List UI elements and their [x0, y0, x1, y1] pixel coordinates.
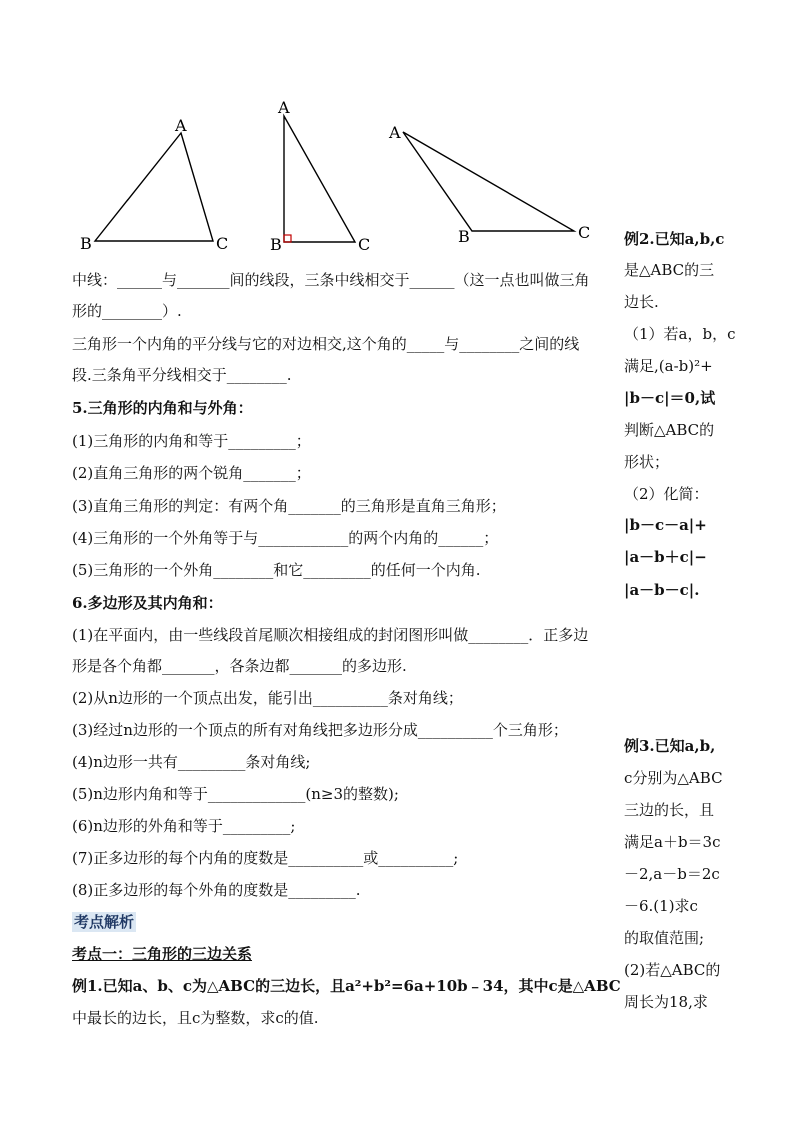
item-6-1a: (1)在平面内，由一些线段首尾顺次相接组成的封闭图形叫做________．正多边: [72, 626, 589, 644]
bisector-def-line-2: 段.三条角平分线相交于________.: [72, 366, 292, 384]
triangle-right: [270, 98, 370, 254]
ex2-line-2: 是△ABC的三: [624, 261, 715, 279]
item-6-4: (4)n边形一共有_________条对角线;: [72, 753, 311, 771]
section-6-heading: 6.多边形及其内角和：: [72, 594, 223, 612]
example-1-line-2: 中最长的边长，且c为整数，求c的值.: [72, 1009, 319, 1027]
ex3-line-6: －6.(1)求c: [624, 897, 698, 915]
item-6-6: (6)n边形的外角和等于_________;: [72, 817, 296, 835]
triangle-acute: [80, 116, 228, 253]
ex2-line-11: |a－b＋c|−: [624, 548, 707, 566]
item-6-1b: 形是各个角都_______，各条边都_______的多边形.: [72, 657, 407, 675]
kaodian-tag-row: [72, 912, 136, 932]
ex2-line-1: 例2.已知a,b,c: [624, 230, 725, 248]
fig2-label-a: A: [278, 98, 290, 117]
item-5-3: (3)直角三角形的判定：有两个角_______的三角形是直角三角形；: [72, 497, 506, 515]
item-5-2: (2)直角三角形的两个锐角_______；: [72, 464, 311, 482]
ex3-line-9: 周长为18,求: [624, 993, 708, 1011]
ex2-line-12: |a－b－c|.: [624, 581, 700, 599]
ex2-line-8: 形状；: [624, 453, 670, 471]
item-5-5: (5)三角形的一个外角________和它_________的任何一个内角.: [72, 561, 481, 579]
median-def-line-2: 形的________）.: [72, 302, 182, 320]
bisector-def-line-1: 三角形一个内角的平分线与它的对边相交,这个角的_____与________之间的线: [72, 335, 580, 353]
item-6-2: (2)从n边形的一个顶点出发，能引出__________条对角线；: [72, 689, 463, 707]
fig1-label-c: C: [216, 234, 229, 253]
ex3-line-5: －2,a－b＝2c: [624, 865, 720, 883]
ex2-line-10: |b－c－a|+: [624, 516, 707, 534]
fig3-label-c: C: [578, 223, 591, 242]
ex2-line-9: （2）化简：: [624, 485, 709, 503]
item-6-7: (7)正多边形的每个内角的度数是__________或__________;: [72, 849, 459, 867]
triangle-obtuse: [388, 123, 590, 246]
ex2-line-4: （1）若a，b，c: [624, 325, 736, 343]
ex2-line-7: 判断△ABC的: [624, 421, 715, 439]
fig2-label-b: B: [270, 235, 282, 254]
item-6-5: (5)n边形内角和等于_____________(n≥3的整数);: [72, 785, 399, 803]
ex2-line-5: 满足,(a-b)²+: [624, 357, 713, 375]
item-6-8: (8)正多边形的每个外角的度数是_________.: [72, 881, 361, 899]
fig1-label-b: B: [80, 234, 92, 253]
ex3-line-4: 满足a＋b＝3c: [624, 833, 721, 851]
example-1-line-1: [72, 976, 621, 996]
section-5-heading: 5.三角形的内角和与外角：: [72, 399, 253, 417]
ex3-line-1: 例3.已知a,b,: [624, 737, 716, 755]
triangle-figures: [0, 0, 794, 260]
fig2-label-c: C: [358, 235, 371, 254]
ex3-line-2: c分别为△ABC: [624, 769, 723, 787]
item-6-3: (3)经过n边形的一个顶点的所有对角线把多边形分成__________个三角形；: [72, 721, 568, 739]
ex2-line-3: 边长.: [624, 293, 659, 311]
kaodian-tag: 考点解析: [74, 913, 135, 931]
kaodian-1-heading: 考点一：三角形的三边关系: [72, 945, 253, 963]
item-5-4: (4)三角形的一个外角等于与____________的两个内角的______；: [72, 529, 499, 547]
example-1-text: 例1.已知a、b、c为△ABC的三边长，且a²+b²=6a+10b﹣34，其中c是△ABC: [72, 977, 621, 995]
ex3-line-8: (2)若△ABC的: [624, 961, 721, 979]
ex3-line-7: 的取值范围;: [624, 929, 705, 947]
ex2-line-6: |b－c|＝0,试: [624, 389, 716, 407]
right-angle-mark: [284, 235, 291, 242]
fig3-label-b: B: [458, 227, 470, 246]
median-def-line-1: 中线：______与_______间的线段，三条中线相交于______（这一点也叫做三角: [72, 271, 590, 289]
ex3-line-3: 三边的长，且: [624, 801, 715, 819]
fig3-label-a: A: [389, 123, 401, 142]
fig1-label-a: A: [175, 116, 187, 135]
item-5-1: (1)三角形的内角和等于_________；: [72, 432, 311, 450]
